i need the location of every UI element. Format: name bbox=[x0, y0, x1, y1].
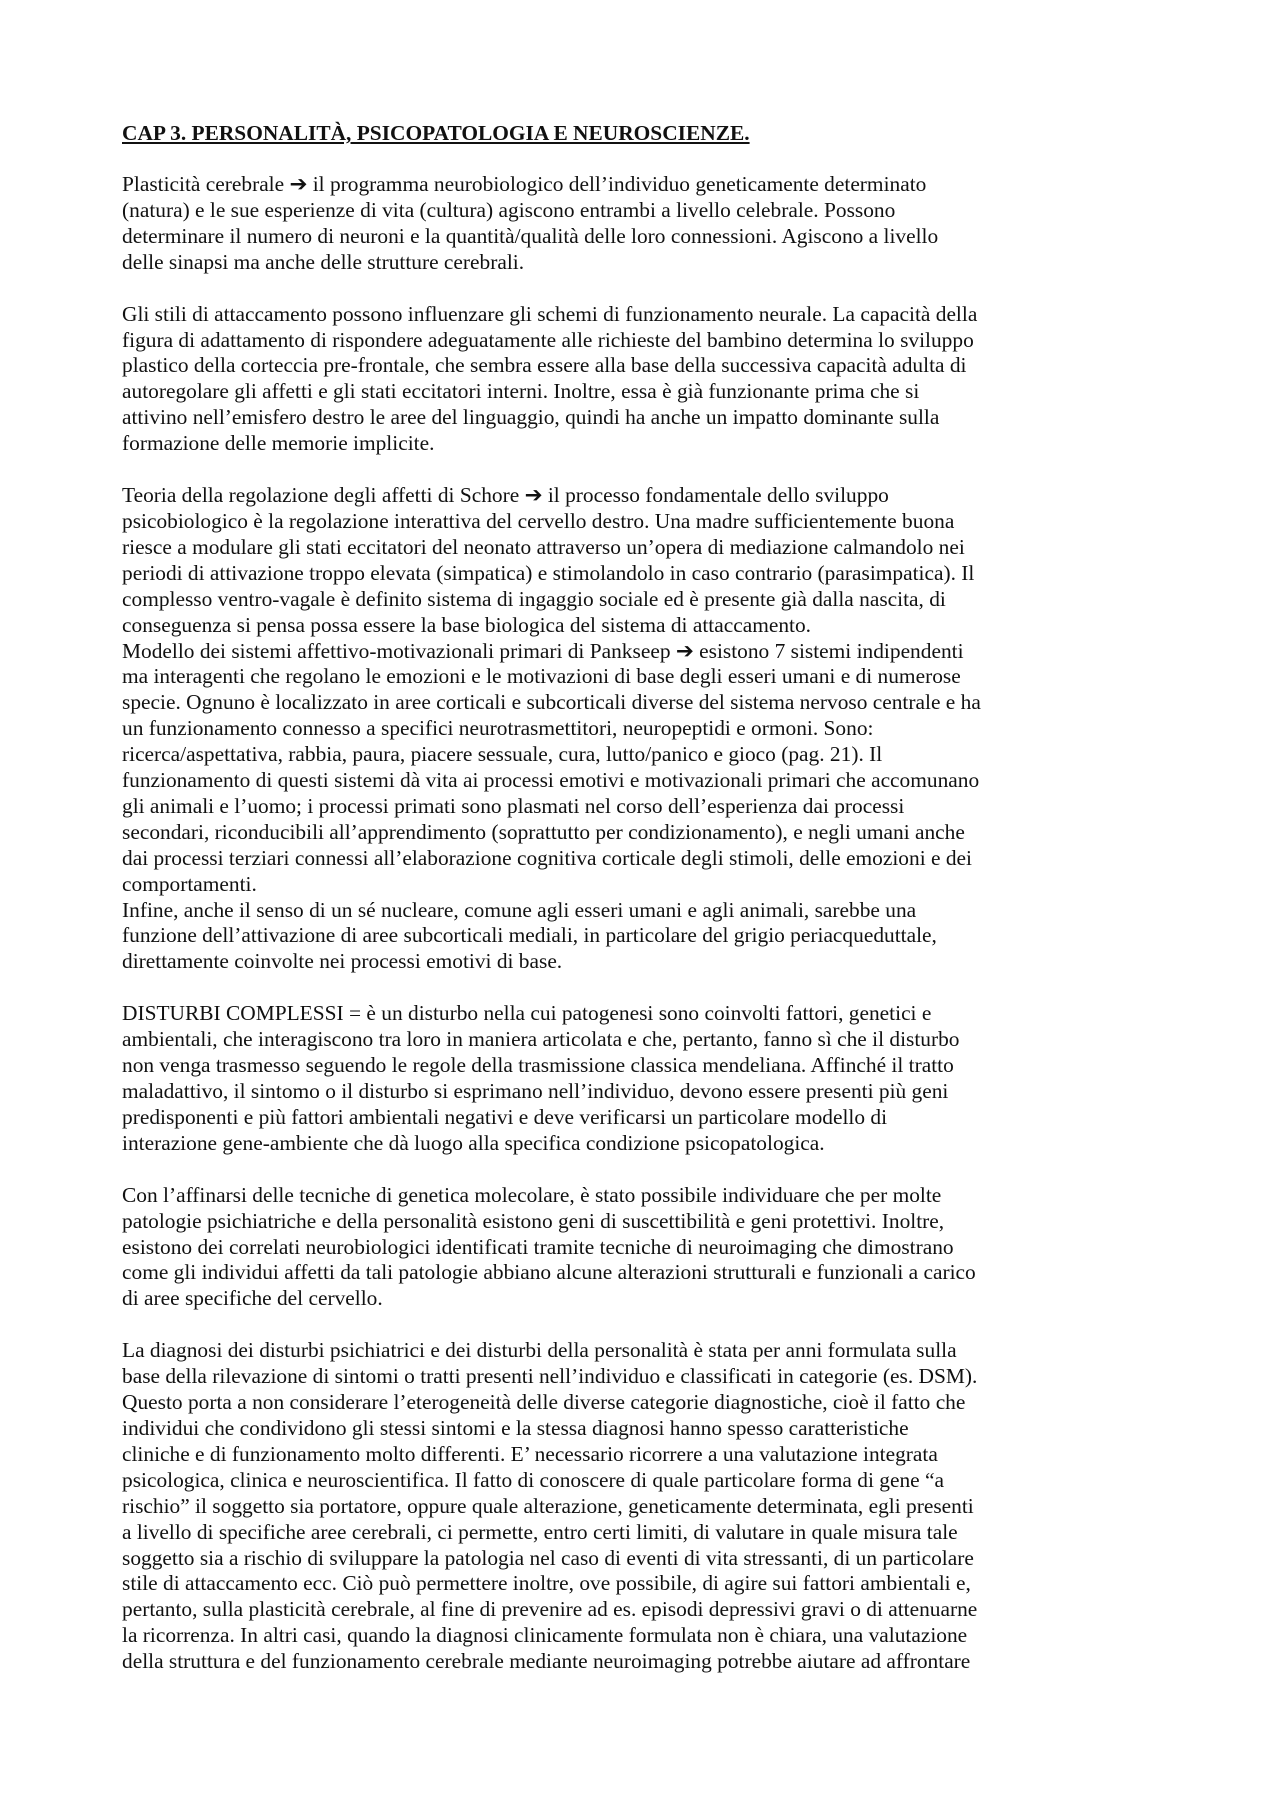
paragraph bbox=[122, 1183, 1166, 1313]
paragraph-gap bbox=[122, 276, 1166, 302]
text-line: psicobiologico è la regolazione interattiva del cervello destro. Una madre sufficientemente buona bbox=[122, 508, 955, 533]
text-line: formazione delle memorie implicite. bbox=[122, 431, 435, 456]
paragraph-gap bbox=[122, 1157, 1166, 1183]
text-line: figura di adattamento di rispondere adeguatamente alle richieste del bambino determina lo sviluppo bbox=[122, 327, 974, 352]
text-line: ricerca/aspettativa, rabbia, paura, piacere sessuale, cura, lutto/panico e gioco (pag. 21). Il bbox=[122, 742, 883, 767]
document-page bbox=[122, 120, 1166, 1675]
paragraph bbox=[122, 1001, 1166, 1156]
text-line: attivino nell’emisfero destro le aree del linguaggio, quindi ha anche un impatto dominante sulla bbox=[122, 405, 940, 430]
text-line: Modello dei sistemi affettivo-motivazionali primari di Pankseep ➔ esistono 7 sistemi indipendenti bbox=[122, 638, 964, 663]
text-line: (natura) e le sue esperienze di vita (cultura) agiscono entrambi a livello celebrale. Possono bbox=[122, 197, 896, 222]
text-line: stile di attaccamento ecc. Ciò può permettere inoltre, ove possibile, di agire sui fattori ambientali e, bbox=[122, 1571, 971, 1596]
text-line: delle sinapsi ma anche delle strutture cerebrali. bbox=[122, 249, 525, 274]
text-line: riesce a modulare gli stati eccitatori del neonato attraverso un’opera di mediazione calmandolo nei bbox=[122, 534, 965, 559]
text-line: specie. Ognuno è localizzato in aree corticali e subcorticali diverse del sistema nervoso centrale e ha bbox=[122, 690, 981, 715]
text-line: soggetto sia a rischio di sviluppare la patologia nel caso di eventi di vita stressanti, di un particolare bbox=[122, 1545, 974, 1570]
text-line: interazione gene-ambiente che dà luogo alla specifica condizione psicopatologica. bbox=[122, 1130, 825, 1155]
text-line: funzione dell’attivazione di aree subcorticali mediali, in particolare del grigio periacqueduttale, bbox=[122, 923, 937, 948]
text-line: ma interagenti che regolano le emozioni e le motivazioni di base degli esseri umani e di numerose bbox=[122, 664, 961, 689]
text-line: Plasticità cerebrale ➔ il programma neurobiologico dell’individuo geneticamente determinato bbox=[122, 172, 927, 196]
text-line: pertanto, sulla plasticità cerebrale, al fine di prevenire ad es. episodi depressivi gravi o di attenuarne bbox=[122, 1597, 978, 1622]
text-line: direttamente coinvolte nei processi emotivi di base. bbox=[122, 949, 563, 974]
text-line: Gli stili di attaccamento possono influenzare gli schemi di funzionamento neurale. La capacità della bbox=[122, 301, 978, 326]
text-line: comportamenti. bbox=[122, 871, 257, 896]
text-line: determinare il numero di neuroni e la quantità/qualità delle loro connessioni. Agiscono a livello bbox=[122, 223, 939, 248]
text-line: a livello di specifiche aree cerebrali, ci permette, entro certi limiti, di valutare in quale misura tale bbox=[122, 1519, 958, 1544]
text-line: un funzionamento connesso a specifici neurotrasmettitori, neuropeptidi e ormoni. Sono: bbox=[122, 716, 874, 741]
text-line: Infine, anche il senso di un sé nucleare, comune agli esseri umani e agli animali, sarebbe una bbox=[122, 897, 917, 922]
text-line: esistono dei correlati neurobiologici identificati tramite tecniche di neuroimaging che dimostrano bbox=[122, 1234, 954, 1259]
text-line: conseguenza si pensa possa essere la base biologica del sistema di attaccamento. bbox=[122, 612, 812, 637]
text-line: secondari, riconducibili all’apprendimento (soprattutto per condizionamento), e negli umani anche bbox=[122, 819, 965, 844]
text-line: base della rilevazione di sintomi o tratti presenti nell’individuo e classificati in categorie (es. DSM). bbox=[122, 1364, 978, 1389]
text-line: rischio” il soggetto sia portatore, oppure quale alterazione, geneticamente determinata, egli presenti bbox=[122, 1493, 974, 1518]
document-body bbox=[122, 172, 1166, 1675]
text-line: psicologica, clinica e neuroscientifica. Il fatto di conoscere di quale particolare forma di gene “a bbox=[122, 1467, 944, 1492]
text-line: individui che condividono gli stessi sintomi e la stessa diagnosi hanno spesso caratteristiche bbox=[122, 1415, 909, 1440]
paragraph bbox=[122, 483, 1166, 975]
text-line: ambientali, che interagiscono tra loro in maniera articolata e che, pertanto, fanno sì che il disturbo bbox=[122, 1027, 960, 1052]
text-line: predisponenti e più fattori ambientali negativi e deve verificarsi un particolare modello di bbox=[122, 1104, 888, 1129]
paragraph bbox=[122, 1338, 1166, 1675]
paragraph-gap bbox=[122, 975, 1166, 1001]
text-line: complesso ventro-vagale è definito sistema di ingaggio sociale ed è presente già dalla nascita, di bbox=[122, 586, 946, 611]
text-line: maladattivo, il sintomo o il disturbo si esprimano nell’individuo, devono essere presenti più geni bbox=[122, 1079, 949, 1103]
chapter-title: CAP 3. PERSONALITÀ, PSICOPATOLOGIA E NEUROSCIENZE. bbox=[122, 121, 750, 145]
text-line: la ricorrenza. In altri casi, quando la diagnosi clinicamente formulata non è chiara, una valutazione bbox=[122, 1623, 968, 1648]
text-line: plastico della corteccia pre-frontale, che sembra essere alla base della successiva capacità adulta di bbox=[122, 353, 967, 378]
text-line: Questo porta a non considerare l’eterogeneità delle diverse categorie diagnostiche, cioè il fatto che bbox=[122, 1390, 966, 1415]
text-line: patologie psichiatriche e della personalità esistono geni di suscettibilità e geni protettivi. Inoltre, bbox=[122, 1208, 945, 1233]
text-line: Teoria della regolazione degli affetti di Schore ➔ il processo fondamentale dello sviluppo bbox=[122, 483, 889, 508]
text-line: autoregolare gli affetti e gli stati eccitatori interni. Inoltre, essa è già funzionante prima che si bbox=[122, 379, 920, 404]
text-line: come gli individui affetti da tali patologie abbiano alcune alterazioni strutturali e funzionali a carico bbox=[122, 1260, 976, 1285]
paragraph-gap bbox=[122, 1312, 1166, 1338]
text-line: La diagnosi dei disturbi psichiatrici e dei disturbi della personalità è stata per anni formulata sulla bbox=[122, 1338, 957, 1363]
text-line: periodi di attivazione troppo elevata (simpatica) e stimolandolo in caso contrario (parasimpatica). Il bbox=[122, 560, 975, 585]
text-line: della struttura e del funzionamento cerebrale mediante neuroimaging potrebbe aiutare ad affrontare bbox=[122, 1649, 971, 1674]
paragraph bbox=[122, 172, 1166, 276]
text-line: gli animali e l’uomo; i processi primati sono plasmati nel corso dell’esperienza dai processi bbox=[122, 793, 905, 818]
paragraph-gap bbox=[122, 457, 1166, 483]
text-line: non venga trasmesso seguendo le regole della trasmissione classica mendeliana. Affinché il tratto bbox=[122, 1053, 954, 1078]
text-line: DISTURBI COMPLESSI = è un disturbo nella cui patogenesi sono coinvolti fattori, genetici e bbox=[122, 1001, 932, 1026]
text-line: di aree specifiche del cervello. bbox=[122, 1286, 383, 1311]
text-line: dai processi terziari connessi all’elaborazione cognitiva corticale degli stimoli, delle emozioni e dei bbox=[122, 845, 972, 870]
text-line: cliniche e di funzionamento molto differenti. E’ necessario ricorrere a una valutazione integrata bbox=[122, 1441, 938, 1466]
text-line: funzionamento di questi sistemi dà vita ai processi emotivi e motivazionali primari che accomunano bbox=[122, 768, 980, 793]
text-line: Con l’affinarsi delle tecniche di genetica molecolare, è stato possibile individuare che per molte bbox=[122, 1182, 942, 1207]
paragraph bbox=[122, 302, 1166, 457]
